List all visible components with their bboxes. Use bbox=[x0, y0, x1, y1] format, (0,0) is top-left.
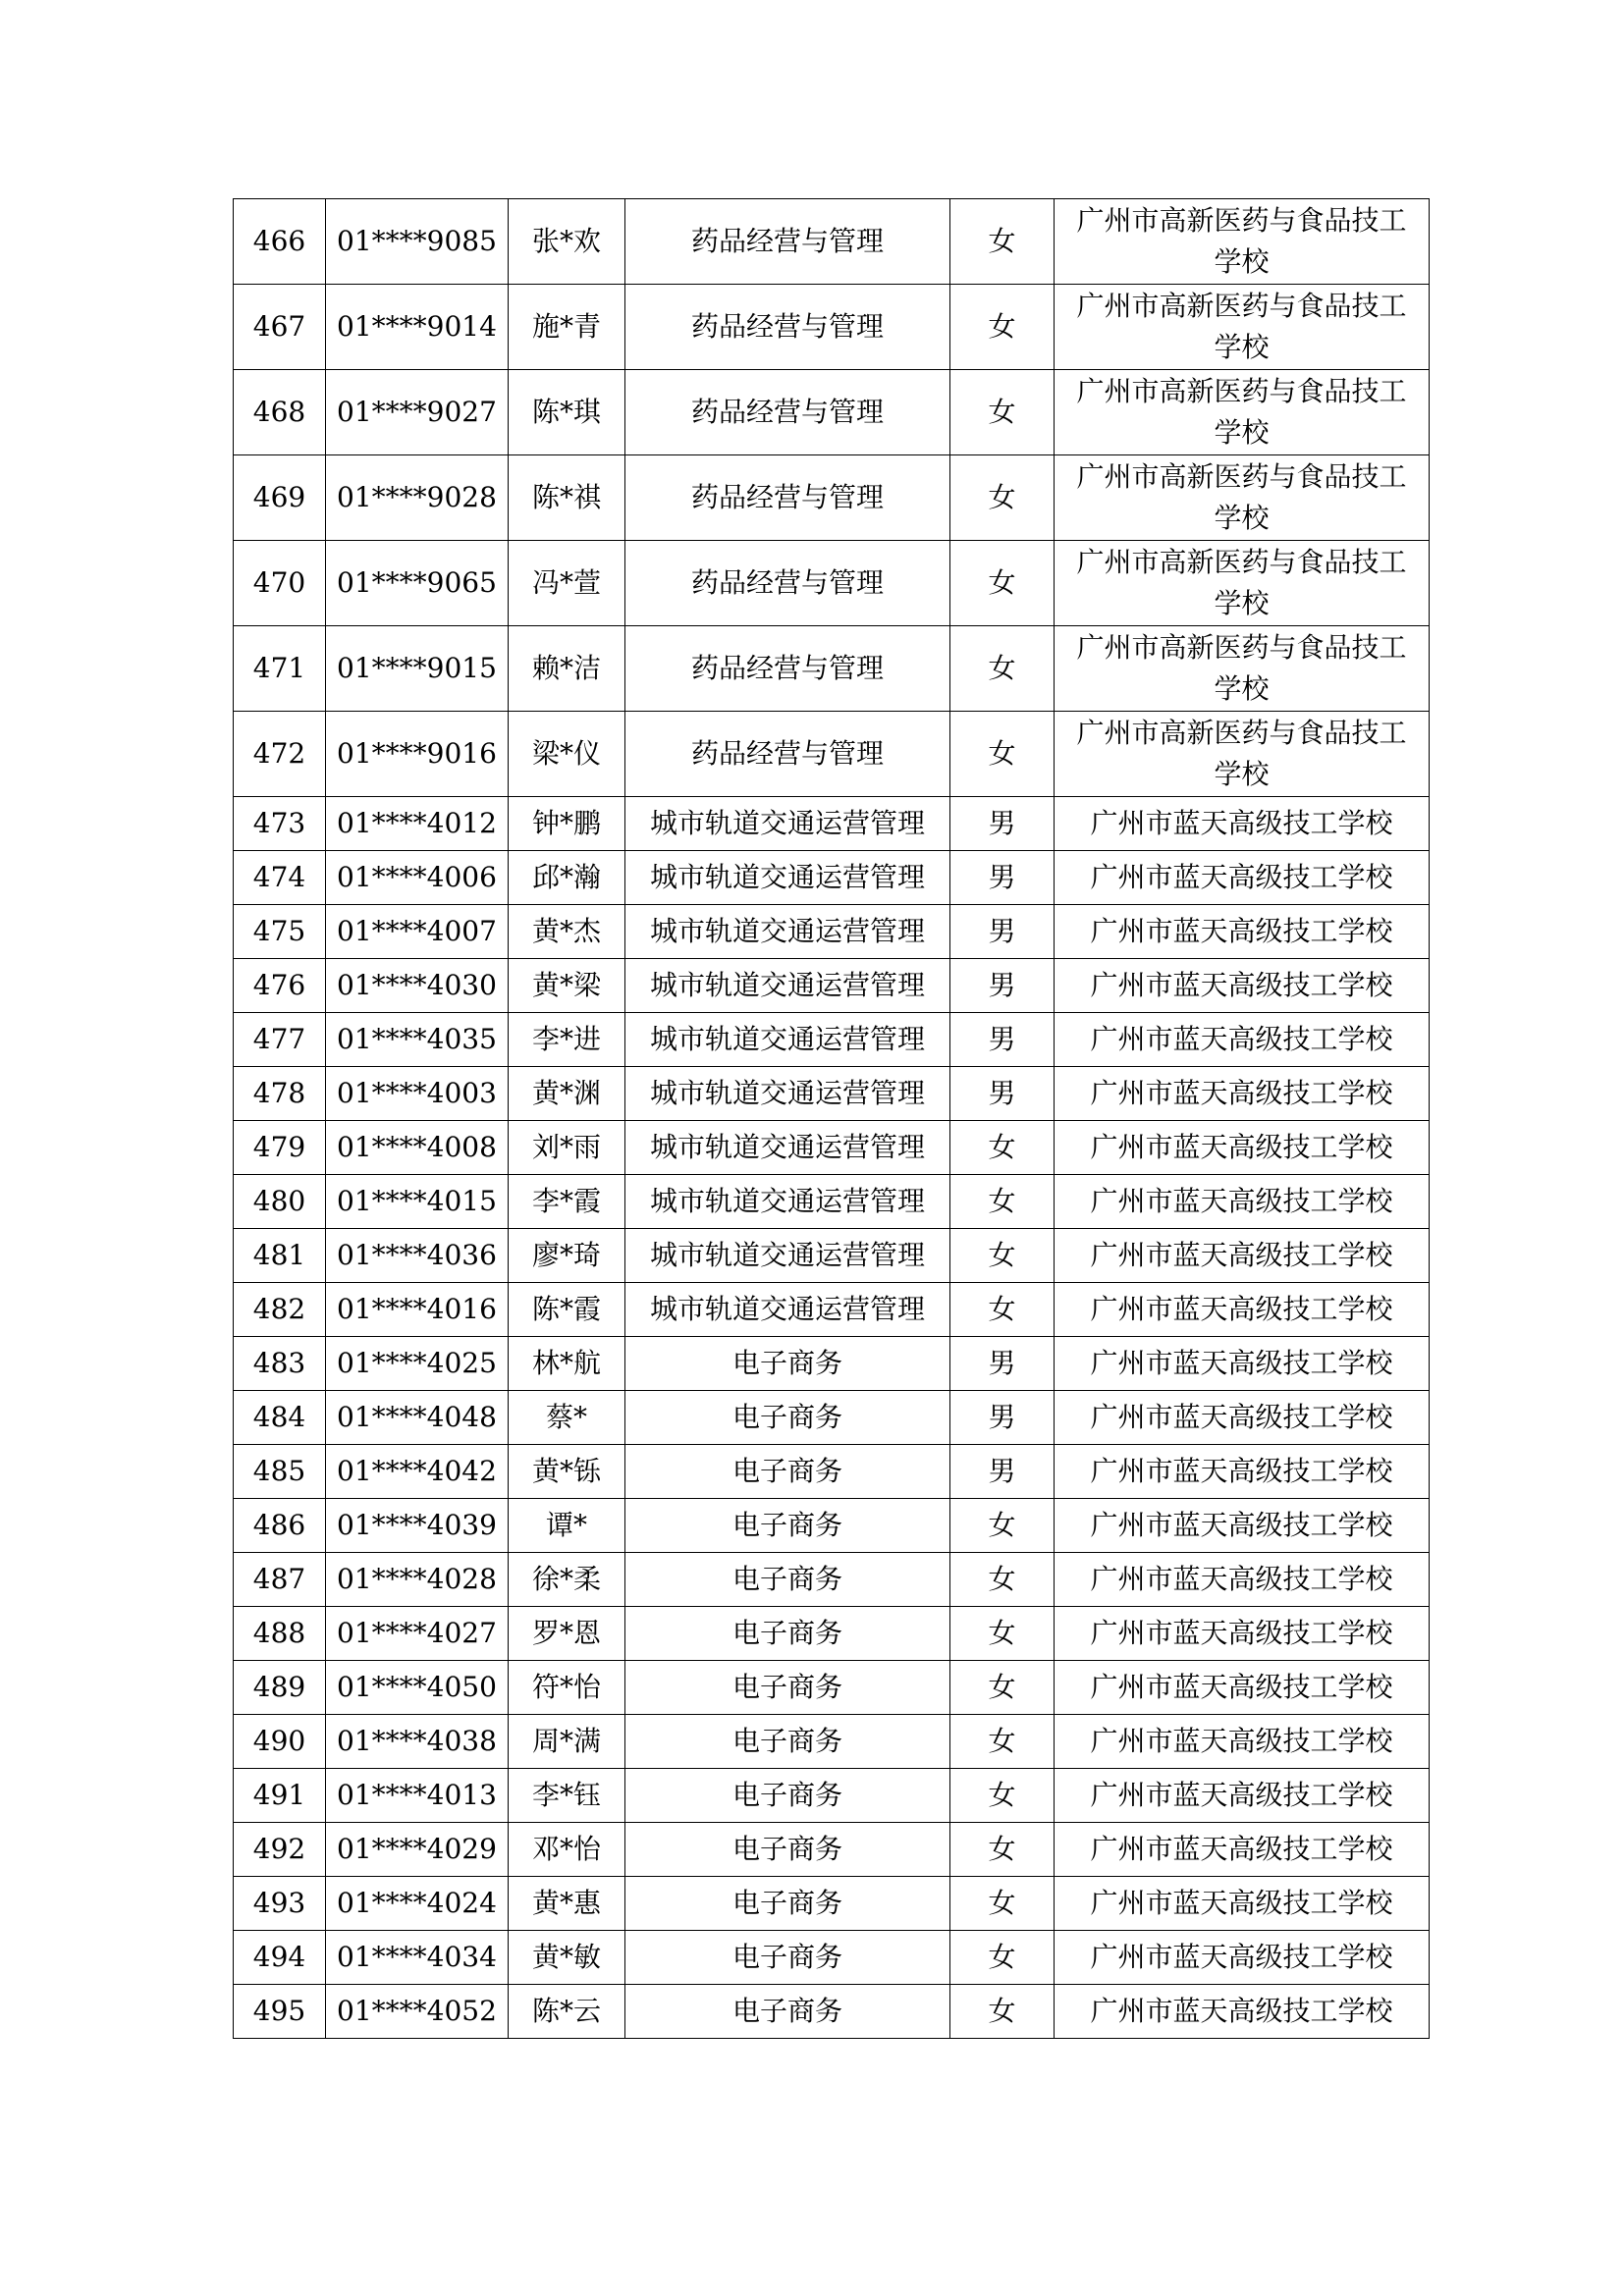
school-cell: 广州市蓝天高级技工学校 bbox=[1055, 1715, 1430, 1769]
table-row bbox=[234, 1931, 1430, 1985]
student-name-cell: 廖*琦 bbox=[509, 1229, 625, 1283]
table-row bbox=[234, 851, 1430, 905]
student-name-cell: 黄*惠 bbox=[509, 1877, 625, 1931]
row-number-cell: 495 bbox=[234, 1985, 326, 2039]
row-number-cell: 484 bbox=[234, 1391, 326, 1445]
student-name-cell: 赖*洁 bbox=[509, 626, 625, 712]
student-id-cell: 01****4003 bbox=[326, 1067, 509, 1121]
table-row bbox=[234, 370, 1430, 455]
gender-cell: 男 bbox=[950, 959, 1055, 1013]
major-cell: 药品经营与管理 bbox=[625, 285, 950, 370]
gender-cell: 男 bbox=[950, 851, 1055, 905]
student-id-cell: 01****4008 bbox=[326, 1121, 509, 1175]
student-name-cell: 黄*敏 bbox=[509, 1931, 625, 1985]
table-row bbox=[234, 712, 1430, 797]
student-id-cell: 01****4042 bbox=[326, 1445, 509, 1499]
row-number-cell: 479 bbox=[234, 1121, 326, 1175]
major-cell: 城市轨道交通运营管理 bbox=[625, 851, 950, 905]
school-cell: 广州市蓝天高级技工学校 bbox=[1055, 905, 1430, 959]
student-name-cell: 黄*梁 bbox=[509, 959, 625, 1013]
gender-cell: 女 bbox=[950, 626, 1055, 712]
student-id-cell: 01****9065 bbox=[326, 541, 509, 626]
student-id-cell: 01****4015 bbox=[326, 1175, 509, 1229]
school-cell: 广州市蓝天高级技工学校 bbox=[1055, 1283, 1430, 1337]
major-cell: 药品经营与管理 bbox=[625, 370, 950, 455]
major-cell: 电子商务 bbox=[625, 1337, 950, 1391]
table-row bbox=[234, 1985, 1430, 2039]
major-cell: 电子商务 bbox=[625, 1985, 950, 2039]
major-cell: 电子商务 bbox=[625, 1445, 950, 1499]
school-cell: 广州市蓝天高级技工学校 bbox=[1055, 1769, 1430, 1823]
student-name-cell: 徐*柔 bbox=[509, 1553, 625, 1607]
gender-cell: 男 bbox=[950, 797, 1055, 851]
major-cell: 电子商务 bbox=[625, 1553, 950, 1607]
table-row bbox=[234, 1013, 1430, 1067]
student-id-cell: 01****4013 bbox=[326, 1769, 509, 1823]
student-name-cell: 李*霞 bbox=[509, 1175, 625, 1229]
school-cell: 广州市蓝天高级技工学校 bbox=[1055, 1067, 1430, 1121]
major-cell: 药品经营与管理 bbox=[625, 455, 950, 541]
major-cell: 电子商务 bbox=[625, 1877, 950, 1931]
major-cell: 电子商务 bbox=[625, 1607, 950, 1661]
table-row bbox=[234, 1445, 1430, 1499]
school-cell: 广州市蓝天高级技工学校 bbox=[1055, 1553, 1430, 1607]
student-name-cell: 邓*怡 bbox=[509, 1823, 625, 1877]
row-number-cell: 481 bbox=[234, 1229, 326, 1283]
student-id-cell: 01****4048 bbox=[326, 1391, 509, 1445]
major-cell: 电子商务 bbox=[625, 1661, 950, 1715]
student-name-cell: 黄*渊 bbox=[509, 1067, 625, 1121]
table-row bbox=[234, 1337, 1430, 1391]
school-cell: 广州市蓝天高级技工学校 bbox=[1055, 1391, 1430, 1445]
table-row bbox=[234, 1121, 1430, 1175]
table-row bbox=[234, 1661, 1430, 1715]
student-id-cell: 01****4006 bbox=[326, 851, 509, 905]
school-cell: 广州市高新医药与食品技工学校 bbox=[1055, 626, 1430, 712]
gender-cell: 女 bbox=[950, 1607, 1055, 1661]
student-name-cell: 钟*鹏 bbox=[509, 797, 625, 851]
school-cell: 广州市蓝天高级技工学校 bbox=[1055, 1985, 1430, 2039]
major-cell: 城市轨道交通运营管理 bbox=[625, 1067, 950, 1121]
table-row bbox=[234, 959, 1430, 1013]
major-cell: 城市轨道交通运营管理 bbox=[625, 1121, 950, 1175]
school-cell: 广州市蓝天高级技工学校 bbox=[1055, 851, 1430, 905]
student-name-cell: 李*进 bbox=[509, 1013, 625, 1067]
student-id-cell: 01****4025 bbox=[326, 1337, 509, 1391]
row-number-cell: 493 bbox=[234, 1877, 326, 1931]
gender-cell: 女 bbox=[950, 1715, 1055, 1769]
student-id-cell: 01****4029 bbox=[326, 1823, 509, 1877]
gender-cell: 女 bbox=[950, 455, 1055, 541]
student-name-cell: 陈*霞 bbox=[509, 1283, 625, 1337]
gender-cell: 男 bbox=[950, 1391, 1055, 1445]
major-cell: 城市轨道交通运营管理 bbox=[625, 1175, 950, 1229]
gender-cell: 男 bbox=[950, 1067, 1055, 1121]
row-number-cell: 494 bbox=[234, 1931, 326, 1985]
student-id-cell: 01****4036 bbox=[326, 1229, 509, 1283]
table-row bbox=[234, 1229, 1430, 1283]
gender-cell: 女 bbox=[950, 1229, 1055, 1283]
student-id-cell: 01****9016 bbox=[326, 712, 509, 797]
table-row bbox=[234, 1607, 1430, 1661]
school-cell: 广州市高新医药与食品技工学校 bbox=[1055, 712, 1430, 797]
major-cell: 电子商务 bbox=[625, 1391, 950, 1445]
student-name-cell: 蔡* bbox=[509, 1391, 625, 1445]
student-id-cell: 01****4050 bbox=[326, 1661, 509, 1715]
school-cell: 广州市蓝天高级技工学校 bbox=[1055, 1877, 1430, 1931]
student-name-cell: 陈*祺 bbox=[509, 455, 625, 541]
student-id-cell: 01****4024 bbox=[326, 1877, 509, 1931]
gender-cell: 男 bbox=[950, 1445, 1055, 1499]
row-number-cell: 488 bbox=[234, 1607, 326, 1661]
row-number-cell: 467 bbox=[234, 285, 326, 370]
major-cell: 电子商务 bbox=[625, 1715, 950, 1769]
gender-cell: 女 bbox=[950, 1499, 1055, 1553]
gender-cell: 女 bbox=[950, 1985, 1055, 2039]
row-number-cell: 472 bbox=[234, 712, 326, 797]
table-row bbox=[234, 797, 1430, 851]
student-id-cell: 01****4035 bbox=[326, 1013, 509, 1067]
row-number-cell: 491 bbox=[234, 1769, 326, 1823]
row-number-cell: 492 bbox=[234, 1823, 326, 1877]
school-cell: 广州市蓝天高级技工学校 bbox=[1055, 1607, 1430, 1661]
student-id-cell: 01****4038 bbox=[326, 1715, 509, 1769]
row-number-cell: 475 bbox=[234, 905, 326, 959]
gender-cell: 女 bbox=[950, 541, 1055, 626]
student-id-cell: 01****9015 bbox=[326, 626, 509, 712]
student-id-cell: 01****4016 bbox=[326, 1283, 509, 1337]
table-row bbox=[234, 626, 1430, 712]
row-number-cell: 469 bbox=[234, 455, 326, 541]
student-id-cell: 01****9028 bbox=[326, 455, 509, 541]
table-row bbox=[234, 1391, 1430, 1445]
school-cell: 广州市蓝天高级技工学校 bbox=[1055, 1445, 1430, 1499]
student-name-cell: 周*满 bbox=[509, 1715, 625, 1769]
row-number-cell: 490 bbox=[234, 1715, 326, 1769]
student-id-cell: 01****4028 bbox=[326, 1553, 509, 1607]
major-cell: 城市轨道交通运营管理 bbox=[625, 797, 950, 851]
student-name-cell: 梁*仪 bbox=[509, 712, 625, 797]
table-row bbox=[234, 199, 1430, 285]
student-id-cell: 01****9085 bbox=[326, 199, 509, 285]
student-roster-table bbox=[233, 198, 1430, 2039]
major-cell: 电子商务 bbox=[625, 1823, 950, 1877]
student-id-cell: 01****4007 bbox=[326, 905, 509, 959]
table-row bbox=[234, 905, 1430, 959]
school-cell: 广州市高新医药与食品技工学校 bbox=[1055, 199, 1430, 285]
gender-cell: 女 bbox=[950, 285, 1055, 370]
major-cell: 药品经营与管理 bbox=[625, 712, 950, 797]
school-cell: 广州市蓝天高级技工学校 bbox=[1055, 1175, 1430, 1229]
student-id-cell: 01****4039 bbox=[326, 1499, 509, 1553]
gender-cell: 女 bbox=[950, 1931, 1055, 1985]
school-cell: 广州市蓝天高级技工学校 bbox=[1055, 797, 1430, 851]
gender-cell: 女 bbox=[950, 1121, 1055, 1175]
school-cell: 广州市高新医药与食品技工学校 bbox=[1055, 455, 1430, 541]
row-number-cell: 468 bbox=[234, 370, 326, 455]
student-name-cell: 李*钰 bbox=[509, 1769, 625, 1823]
row-number-cell: 485 bbox=[234, 1445, 326, 1499]
student-name-cell: 林*航 bbox=[509, 1337, 625, 1391]
student-name-cell: 邱*瀚 bbox=[509, 851, 625, 905]
major-cell: 药品经营与管理 bbox=[625, 541, 950, 626]
student-name-cell: 张*欢 bbox=[509, 199, 625, 285]
school-cell: 广州市蓝天高级技工学校 bbox=[1055, 1823, 1430, 1877]
gender-cell: 女 bbox=[950, 1661, 1055, 1715]
row-number-cell: 473 bbox=[234, 797, 326, 851]
school-cell: 广州市蓝天高级技工学校 bbox=[1055, 1499, 1430, 1553]
row-number-cell: 471 bbox=[234, 626, 326, 712]
gender-cell: 女 bbox=[950, 370, 1055, 455]
row-number-cell: 483 bbox=[234, 1337, 326, 1391]
row-number-cell: 477 bbox=[234, 1013, 326, 1067]
major-cell: 电子商务 bbox=[625, 1499, 950, 1553]
table-row bbox=[234, 1769, 1430, 1823]
student-id-cell: 01****4030 bbox=[326, 959, 509, 1013]
school-cell: 广州市蓝天高级技工学校 bbox=[1055, 1013, 1430, 1067]
row-number-cell: 466 bbox=[234, 199, 326, 285]
school-cell: 广州市蓝天高级技工学校 bbox=[1055, 1121, 1430, 1175]
table-row bbox=[234, 1715, 1430, 1769]
student-name-cell: 陈*云 bbox=[509, 1985, 625, 2039]
major-cell: 城市轨道交通运营管理 bbox=[625, 959, 950, 1013]
school-cell: 广州市蓝天高级技工学校 bbox=[1055, 1931, 1430, 1985]
table-row bbox=[234, 1499, 1430, 1553]
row-number-cell: 482 bbox=[234, 1283, 326, 1337]
school-cell: 广州市高新医药与食品技工学校 bbox=[1055, 541, 1430, 626]
table-row bbox=[234, 1067, 1430, 1121]
row-number-cell: 489 bbox=[234, 1661, 326, 1715]
student-id-cell: 01****9027 bbox=[326, 370, 509, 455]
row-number-cell: 476 bbox=[234, 959, 326, 1013]
student-name-cell: 冯*萱 bbox=[509, 541, 625, 626]
gender-cell: 女 bbox=[950, 1283, 1055, 1337]
table-row bbox=[234, 1283, 1430, 1337]
student-id-cell: 01****4012 bbox=[326, 797, 509, 851]
major-cell: 城市轨道交通运营管理 bbox=[625, 1229, 950, 1283]
school-cell: 广州市高新医药与食品技工学校 bbox=[1055, 370, 1430, 455]
major-cell: 药品经营与管理 bbox=[625, 199, 950, 285]
gender-cell: 女 bbox=[950, 1823, 1055, 1877]
student-name-cell: 罗*恩 bbox=[509, 1607, 625, 1661]
student-name-cell: 符*怡 bbox=[509, 1661, 625, 1715]
school-cell: 广州市高新医药与食品技工学校 bbox=[1055, 285, 1430, 370]
gender-cell: 女 bbox=[950, 1769, 1055, 1823]
student-id-cell: 01****9014 bbox=[326, 285, 509, 370]
row-number-cell: 480 bbox=[234, 1175, 326, 1229]
major-cell: 电子商务 bbox=[625, 1769, 950, 1823]
gender-cell: 女 bbox=[950, 1553, 1055, 1607]
roster-body bbox=[234, 199, 1430, 2039]
major-cell: 药品经营与管理 bbox=[625, 626, 950, 712]
major-cell: 城市轨道交通运营管理 bbox=[625, 1283, 950, 1337]
school-cell: 广州市蓝天高级技工学校 bbox=[1055, 1337, 1430, 1391]
table-row bbox=[234, 541, 1430, 626]
row-number-cell: 470 bbox=[234, 541, 326, 626]
table-row bbox=[234, 455, 1430, 541]
gender-cell: 男 bbox=[950, 905, 1055, 959]
student-id-cell: 01****4027 bbox=[326, 1607, 509, 1661]
row-number-cell: 486 bbox=[234, 1499, 326, 1553]
table-row bbox=[234, 1877, 1430, 1931]
student-name-cell: 黄*杰 bbox=[509, 905, 625, 959]
major-cell: 电子商务 bbox=[625, 1931, 950, 1985]
table-row bbox=[234, 1175, 1430, 1229]
table-row bbox=[234, 1553, 1430, 1607]
student-name-cell: 谭* bbox=[509, 1499, 625, 1553]
student-name-cell: 施*青 bbox=[509, 285, 625, 370]
gender-cell: 男 bbox=[950, 1337, 1055, 1391]
gender-cell: 女 bbox=[950, 199, 1055, 285]
school-cell: 广州市蓝天高级技工学校 bbox=[1055, 959, 1430, 1013]
major-cell: 城市轨道交通运营管理 bbox=[625, 1013, 950, 1067]
school-cell: 广州市蓝天高级技工学校 bbox=[1055, 1229, 1430, 1283]
major-cell: 城市轨道交通运营管理 bbox=[625, 905, 950, 959]
student-name-cell: 刘*雨 bbox=[509, 1121, 625, 1175]
gender-cell: 男 bbox=[950, 1013, 1055, 1067]
table-row bbox=[234, 285, 1430, 370]
student-name-cell: 陈*琪 bbox=[509, 370, 625, 455]
gender-cell: 女 bbox=[950, 1877, 1055, 1931]
school-cell: 广州市蓝天高级技工学校 bbox=[1055, 1661, 1430, 1715]
table-row bbox=[234, 1823, 1430, 1877]
gender-cell: 女 bbox=[950, 1175, 1055, 1229]
student-id-cell: 01****4052 bbox=[326, 1985, 509, 2039]
row-number-cell: 474 bbox=[234, 851, 326, 905]
row-number-cell: 478 bbox=[234, 1067, 326, 1121]
row-number-cell: 487 bbox=[234, 1553, 326, 1607]
gender-cell: 女 bbox=[950, 712, 1055, 797]
student-name-cell: 黄*铄 bbox=[509, 1445, 625, 1499]
student-id-cell: 01****4034 bbox=[326, 1931, 509, 1985]
